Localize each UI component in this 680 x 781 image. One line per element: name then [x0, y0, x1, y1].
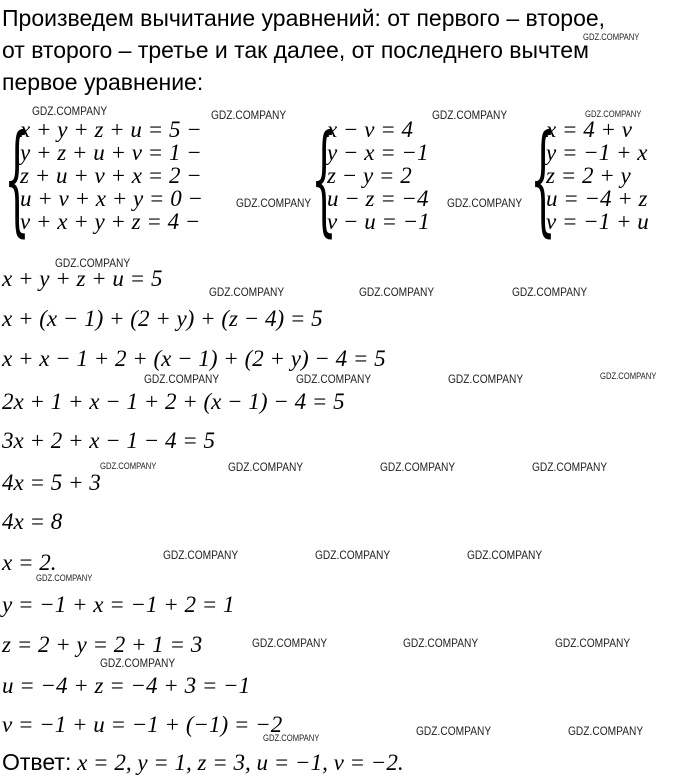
watermark: GDZ.COMPANY: [583, 32, 640, 42]
system-equation: v = −1 + u: [546, 209, 649, 234]
intro-line: от второго – третье и так далее, от последнего вычтем: [2, 37, 589, 63]
solution-step: x = 2.: [2, 550, 57, 575]
intro-text: [2, 2, 605, 98]
left-brace: {: [4, 110, 30, 249]
watermark: GDZ.COMPANY: [600, 371, 657, 381]
answer-label: Ответ:: [2, 749, 72, 775]
system-equation: v + x + y + z = 4 −: [20, 209, 201, 234]
system-equation: x + y + z + u = 5 −: [20, 117, 202, 142]
system-equation: y − x = −1: [327, 140, 429, 165]
system-equation: z = 2 + y: [546, 163, 631, 188]
watermark: GDZ.COMPANY: [380, 460, 456, 474]
answer-line: [2, 748, 404, 777]
system-equation: v − u = −1: [327, 209, 430, 234]
watermark: GDZ.COMPANY: [144, 372, 220, 386]
system-equation: x − v = 4: [327, 117, 413, 142]
left-brace: {: [311, 110, 337, 249]
watermark: GDZ.COMPANY: [568, 724, 644, 738]
solution-step: x + (x − 1) + (2 + y) + (z − 4) = 5: [2, 306, 323, 331]
solution-step: u = −4 + z = −4 + 3 = −1: [2, 673, 251, 698]
watermark: GDZ.COMPANY: [100, 461, 157, 471]
watermark: GDZ.COMPANY: [359, 285, 435, 299]
watermark: GDZ.COMPANY: [100, 656, 176, 670]
system-equation: u − z = −4: [327, 186, 429, 211]
watermark: GDZ.COMPANY: [432, 108, 508, 122]
solution-step: z = 2 + y = 2 + 1 = 3: [2, 632, 203, 657]
solution-step: v = −1 + u = −1 + (−1) = −2: [2, 712, 283, 737]
system-equation: y + z + u + v = 1 −: [20, 140, 202, 165]
system-equation: z − y = 2: [327, 163, 412, 188]
watermark: GDZ.COMPANY: [416, 724, 492, 738]
solution-step: 2x + 1 + x − 1 + 2 + (x − 1) − 4 = 5: [2, 389, 345, 414]
watermark: GDZ.COMPANY: [163, 548, 239, 562]
watermark: GDZ.COMPANY: [32, 104, 108, 118]
system-equation: z + u + v + x = 2 −: [20, 163, 202, 188]
watermark: GDZ.COMPANY: [209, 285, 285, 299]
system-equation: x = 4 + v: [546, 117, 632, 142]
watermark: GDZ.COMPANY: [555, 636, 631, 650]
watermark: GDZ.COMPANY: [296, 372, 372, 386]
watermark: GDZ.COMPANY: [228, 460, 304, 474]
answer-value: x = 2, y = 1, z = 3, u = −1, v = −2.: [77, 750, 404, 775]
solution-step: y = −1 + x = −1 + 2 = 1: [2, 592, 235, 617]
watermark: GDZ.COMPANY: [447, 196, 523, 210]
watermark: GDZ.COMPANY: [585, 109, 642, 119]
watermark: GDZ.COMPANY: [448, 372, 524, 386]
system-equation: u + v + x + y = 0 −: [20, 186, 203, 211]
watermark: GDZ.COMPANY: [403, 636, 479, 650]
watermark: GDZ.COMPANY: [467, 548, 543, 562]
intro-line: первое уравнение:: [2, 69, 204, 95]
watermark: GDZ.COMPANY: [236, 196, 312, 210]
watermark: GDZ.COMPANY: [55, 256, 131, 270]
watermark: GDZ.COMPANY: [211, 108, 287, 122]
solution-step: 4x = 5 + 3: [2, 470, 101, 495]
watermark: GDZ.COMPANY: [315, 548, 391, 562]
left-brace: {: [530, 110, 556, 249]
solution-step: x + x − 1 + 2 + (x − 1) + (2 + y) − 4 = 5: [2, 346, 386, 371]
watermark: GDZ.COMPANY: [36, 573, 93, 583]
watermark: GDZ.COMPANY: [252, 636, 328, 650]
watermark: GDZ.COMPANY: [263, 733, 320, 743]
solution-step: x + y + z + u = 5: [2, 266, 163, 291]
watermark: GDZ.COMPANY: [512, 285, 588, 299]
watermark: GDZ.COMPANY: [532, 460, 608, 474]
solution-step: 3x + 2 + x − 1 − 4 = 5: [2, 428, 216, 453]
intro-line: Произведем вычитание уравнений: от первого – второе,: [2, 5, 606, 31]
solution-step: 4x = 8: [2, 509, 63, 534]
system-equation: y = −1 + x: [546, 140, 648, 165]
system-equation: u = −4 + z: [546, 186, 648, 211]
